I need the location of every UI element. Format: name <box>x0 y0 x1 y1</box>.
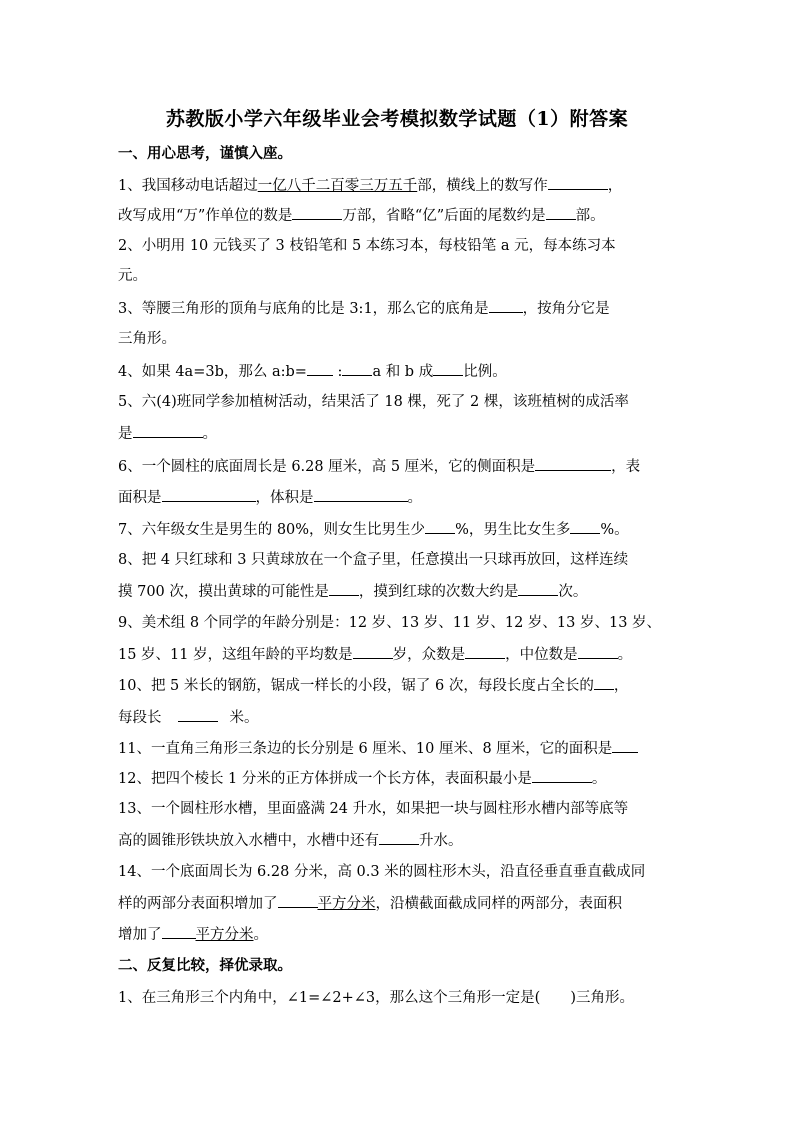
question-11: 11、一直角三角形三条边的长分别是 6 厘米、10 厘米、8 厘米，它的面积是 <box>118 738 678 759</box>
question-2-line-1: 2、小明用 10 元钱买了 3 枝铅笔和 5 本练习本，每枝铅笔 a 元，每本练习本 <box>118 238 616 254</box>
question-10-line-1: 10、把 5 米长的钢筋，锯成一样长的小段，锯了 6 次，每段长度占全长的 ， <box>118 675 678 696</box>
question-3-line-2: 三角形。 <box>118 331 176 347</box>
question-13-line-1: 13、一个圆柱形水槽，里面盛满 24 升水，如果把一块与圆柱形水槽内部等底等 <box>118 801 629 817</box>
answer-blank[interactable] <box>353 644 393 659</box>
answer-blank[interactable] <box>546 205 576 220</box>
question-14-line-2: 样的两部分表面积增加了 平方分米，沿横截面截成同样的两部分，表面积 <box>118 893 678 914</box>
question-3-line-1: 3、等腰三角形的顶角与底角的比是 3:1，那么它的底角是 ，按角分它是 <box>118 298 678 319</box>
question-6-line-1: 6、一个圆柱的底面周长是 6.28 厘米，高 5 厘米，它的侧面积是 ，表 <box>118 456 678 477</box>
section-2-heading: 二、反复比较，择优录取。 <box>118 957 292 974</box>
answer-blank[interactable] <box>342 361 372 376</box>
question-10-line-2: 每段长 米。 <box>118 707 678 728</box>
answer-blank[interactable] <box>278 893 318 908</box>
answer-blank[interactable] <box>465 644 505 659</box>
answer-blank[interactable] <box>292 205 342 220</box>
answer-blank[interactable] <box>489 298 523 313</box>
number-in-words: 一亿八千二百零三万五千 <box>257 178 418 194</box>
answer-blank[interactable] <box>518 581 558 596</box>
answer-blank[interactable] <box>570 519 600 534</box>
page-title: 苏教版小学六年级毕业会考模拟数学试题（1）附答案 <box>165 108 629 130</box>
answer-blank[interactable] <box>178 707 218 722</box>
question-14-line-3: 增加了 平方分米。 <box>118 924 678 945</box>
answer-blank[interactable] <box>532 768 592 783</box>
question-9-line-1: 9、美术组 8 个同学的年龄分别是：12 岁、13 岁、11 岁、12 岁、13 岁、13 岁、 <box>118 615 662 631</box>
section-2-question-1: 1、在三角形三个内角中，∠1=∠2+∠3，那么这个三角形一定是( )三角形。 <box>118 990 634 1006</box>
question-14-line-1: 14、一个底面周长为 6.28 分米，高 0.3 米的圆柱形木头，沿直径垂直垂直截成同 <box>118 864 646 880</box>
question-4: 4、如果 4a=3b，那么 a:b= : a 和 b 成 比例。 <box>118 361 678 382</box>
question-13-line-2: 高的圆锥形铁块放入水槽中，水槽中还有 升水。 <box>118 830 678 851</box>
answer-blank[interactable] <box>133 423 203 438</box>
answer-blank[interactable] <box>433 361 463 376</box>
question-5-line-2: 是 。 <box>118 423 678 444</box>
answer-blank[interactable] <box>162 487 256 502</box>
section-1-heading: 一、用心思考，谨慎入座。 <box>118 145 292 162</box>
answer-blank[interactable] <box>425 519 455 534</box>
answer-blank[interactable] <box>594 675 614 690</box>
question-7: 7、六年级女生是男生的 80%，则女生比男生少 %，男生比女生多 %。 <box>118 519 678 540</box>
question-12: 12、把四个棱长 1 分米的正方体拼成一个长方体，表面积最小是 。 <box>118 768 678 789</box>
answer-blank[interactable] <box>162 924 196 939</box>
question-6-line-2: 面积是 ，体积是 。 <box>118 487 678 508</box>
answer-blank[interactable] <box>329 581 359 596</box>
answer-blank[interactable] <box>578 644 618 659</box>
answer-blank[interactable] <box>535 456 611 471</box>
question-8-line-2: 摸 700 次，摸出黄球的可能性是 ，摸到红球的次数大约是 次。 <box>118 581 678 602</box>
question-1-line-1: 1、我国移动电话超过一亿八千二百零三万五千部，横线上的数写作 ， <box>118 175 678 196</box>
answer-blank[interactable] <box>379 830 419 845</box>
question-9-line-2: 15 岁、11 岁，这组年龄的平均数是 岁，众数是 ，中位数是 。 <box>118 644 678 665</box>
unit-label: 平方分米 <box>195 927 254 943</box>
question-2-line-2: 元。 <box>118 268 147 284</box>
answer-blank[interactable] <box>314 487 408 502</box>
answer-blank[interactable] <box>612 738 638 753</box>
question-8-line-1: 8、把 4 只红球和 3 只黄球放在一个盒子里，任意摸出一只球再放回，这样连续 <box>118 552 629 568</box>
question-5-line-1: 5、六(4)班同学参加植树活动，结果活了 18 棵，死了 2 棵，该班植树的成活率 <box>118 394 629 410</box>
question-1-line-2: 改写成用“万”作单位的数是 万部，省略“亿”后面的尾数约是 部。 <box>118 205 678 226</box>
answer-blank[interactable] <box>307 361 333 376</box>
answer-blank[interactable] <box>548 175 608 190</box>
unit-label: 平方分米 <box>317 896 376 912</box>
